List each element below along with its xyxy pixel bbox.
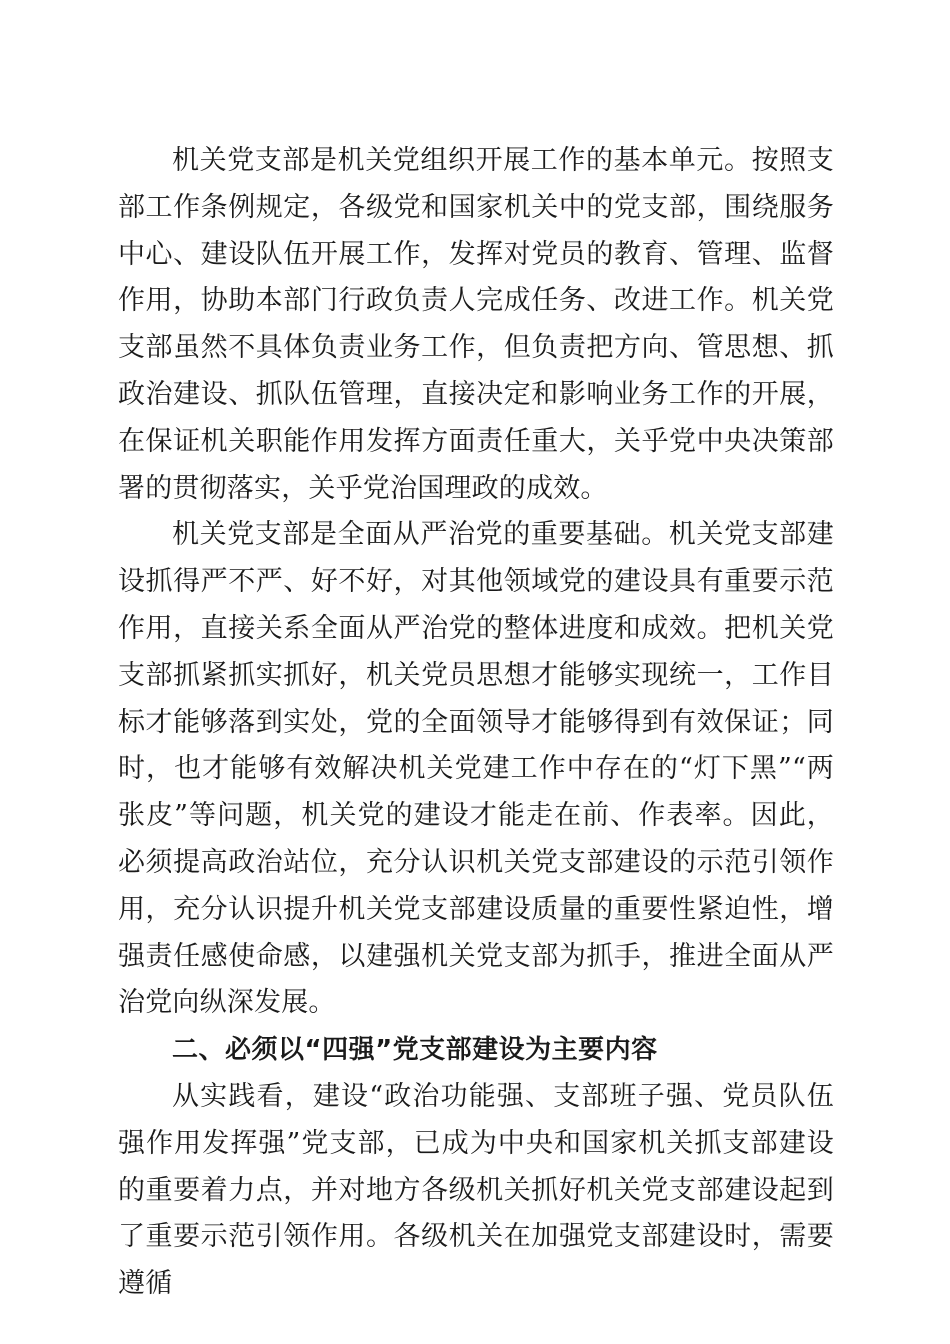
paragraph-3: 从实践看，建设“政治功能强、支部班子强、党员队伍强作用发挥强”党支部，已成为中央和国家机关抓支部建设的重要着力点，并对地方各级机关抓好机关党支部建设起到了重要示范引领作用。各级机关在加强党支部建设时，需要遵循 bbox=[118, 1080, 834, 1300]
paragraph-2: 机关党支部是全面从严治党的重要基础。机关党支部建设抓得严不严、好不好，对其他领域党的建设具有重要示范作用，直接关系全面从严治党的整体进度和成效。把机关党支部抓紧抓实抓好，机关党员思想才能够实现统一，工作目标才能够落到实处，党的全面领导才能够得到有效保证；同时，也才能够有效解决机关党建工作中存在的“灯下黑”“两张皮”等问题，机关党的建设才能走在前、作表率。因此，必须提高政治站位，充分认识机关党支部建设的示范引领作用，充分认识提升机关党支部建设质量的重要性紧迫性，增强责任感使命感，以建强机关党支部为抓手，推进全面从严治党向纵深发展。 bbox=[118, 519, 834, 1019]
section-heading: 二、必须以“四强”党支部建设为主要内容 bbox=[172, 1035, 658, 1066]
paragraph-1: 机关党支部是机关党组织开展工作的基本单元。按照支部工作条例规定，各级党和国家机关中的党支部，围绕服务中心、建设队伍开展工作，发挥对党员的教育、管理、监督作用，协助本部门行政负责人完成任务、改进工作。机关党支部虽然不具体负责业务工作，但负责把方向、管思想、抓政治建设、抓队伍管理，直接决定和影响业务工作的开展，在保证机关职能作用发挥方面责任重大，关乎党中央决策部署的贯彻落实，关乎党治国理政的成效。 bbox=[118, 145, 834, 504]
document-body bbox=[118, 138, 834, 1308]
